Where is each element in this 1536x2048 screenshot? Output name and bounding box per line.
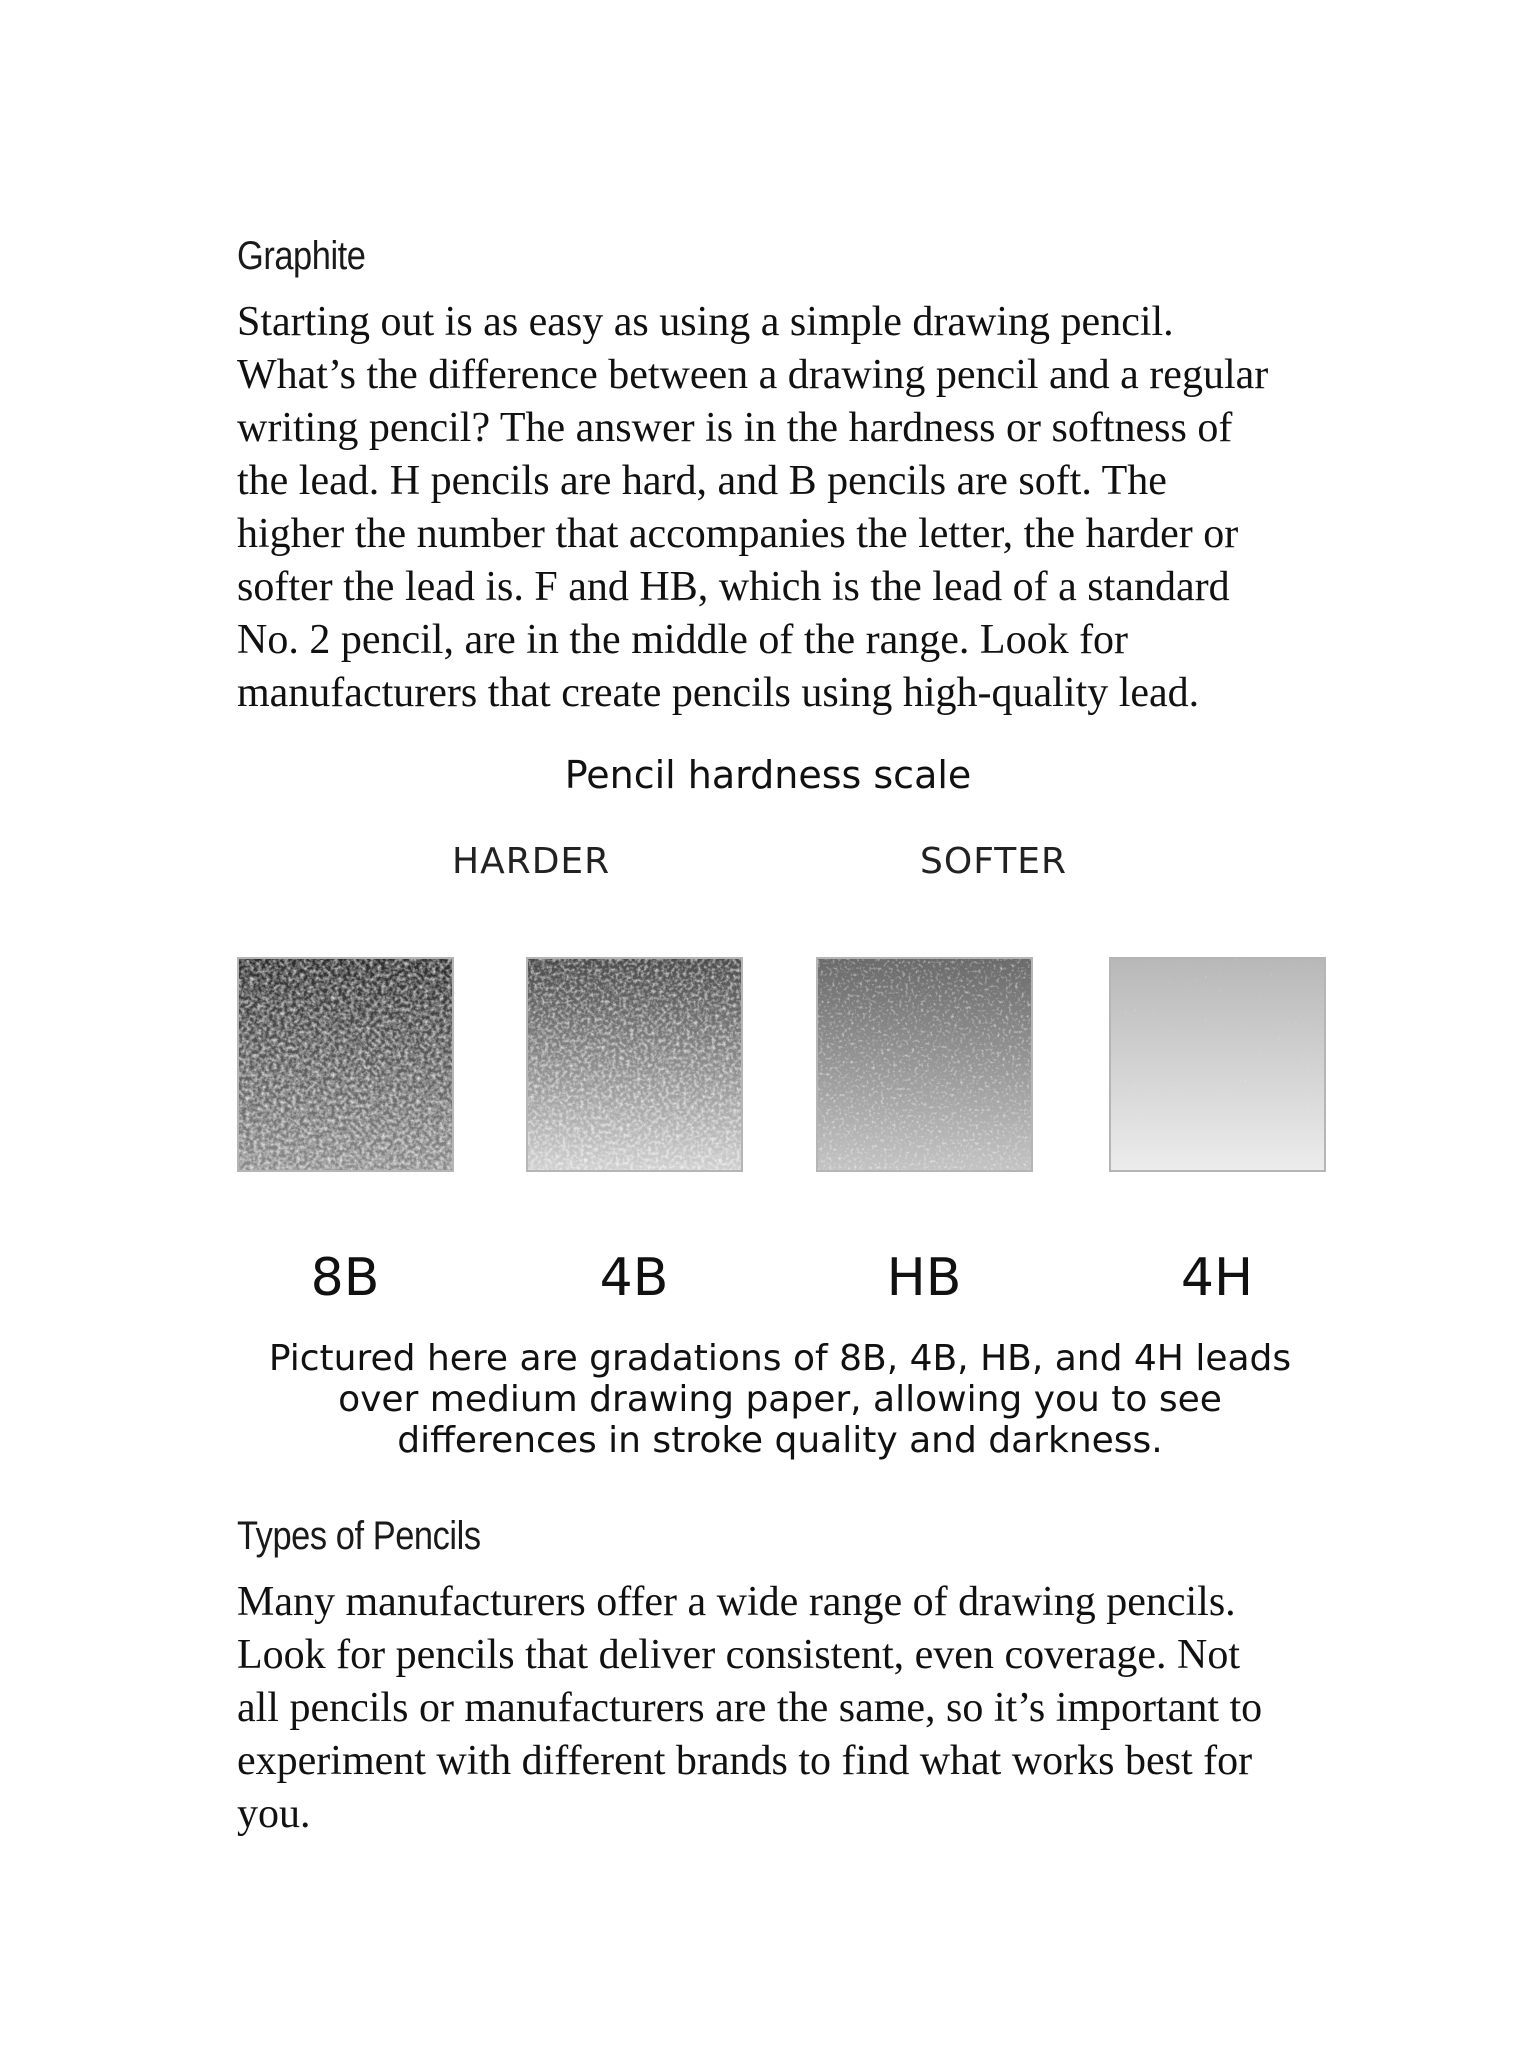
caption-line: over medium drawing paper, allowing you to see	[338, 1379, 1222, 1420]
paragraph-line: Many manufacturers offer a wide range of drawing pencils.	[237, 1579, 1236, 1625]
paragraph-line: softer the lead is. F and HB, which is the lead of a standard	[237, 564, 1230, 610]
paragraph-line: experiment with different brands to find what works best for	[237, 1738, 1253, 1784]
paragraph-line: manufacturers that create pencils using high-quality lead.	[237, 670, 1200, 716]
swatch-hb	[816, 957, 1033, 1172]
softer-label: SOFTER	[920, 841, 1068, 882]
swatch-4b	[526, 957, 743, 1172]
grade-label-4b: 4B	[599, 1248, 669, 1308]
paragraph-line: you.	[237, 1791, 311, 1837]
grade-label-hb: HB	[886, 1248, 962, 1308]
types-paragraph	[237, 1576, 1327, 1841]
paragraph-line: Look for pencils that deliver consistent, even coverage. Not	[237, 1632, 1240, 1678]
paragraph-line: all pencils or manufacturers are the same, so it’s important to	[237, 1685, 1263, 1731]
figure-title: Pencil hardness scale	[564, 753, 972, 797]
paragraph-line: the lead. H pencils are hard, and B pencils are soft. The	[237, 458, 1167, 504]
figure-caption	[200, 1338, 1360, 1461]
swatch-4h	[1109, 957, 1326, 1172]
section-heading-graphite: Graphite	[237, 234, 366, 278]
harder-label: HARDER	[452, 841, 611, 882]
caption-line: Pictured here are gradations of 8B, 4B, HB, and 4H leads	[268, 1338, 1292, 1379]
paragraph-line: higher the number that accompanies the letter, the harder or	[237, 511, 1239, 557]
caption-line: differences in stroke quality and darkness.	[397, 1420, 1163, 1461]
section-heading-types-of-pencils: Types of Pencils	[237, 1514, 481, 1558]
paragraph-line: writing pencil? The answer is in the hardness or softness of	[237, 405, 1233, 451]
graphite-texture-4h	[1111, 959, 1324, 1170]
graphite-texture-4b	[528, 959, 741, 1170]
grade-label-4h: 4H	[1180, 1248, 1254, 1308]
paragraph-line: Starting out is as easy as using a simple drawing pencil.	[237, 299, 1174, 345]
paragraph-line: No. 2 pencil, are in the middle of the range. Look for	[237, 617, 1129, 663]
graphite-paragraph	[237, 296, 1327, 720]
graphite-texture-hb	[818, 959, 1031, 1170]
paragraph-line: What’s the difference between a drawing pencil and a regular	[237, 352, 1269, 398]
graphite-texture-8b	[239, 959, 452, 1170]
grade-label-8b: 8B	[310, 1248, 380, 1308]
swatch-8b	[237, 957, 454, 1172]
